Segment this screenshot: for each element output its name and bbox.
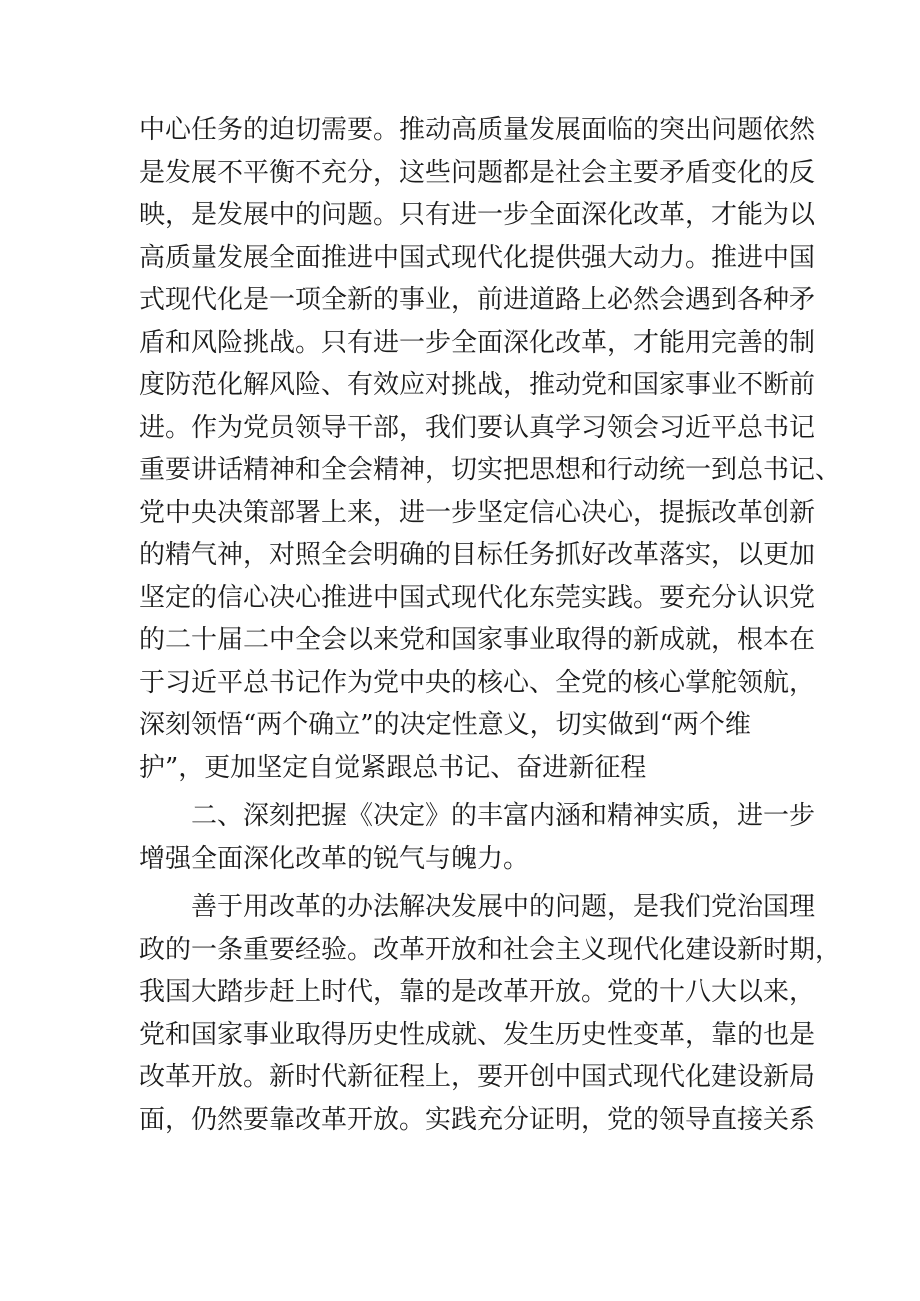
document-body [139,109,842,1141]
text-line: 党中央决策部署上来，进一步坚定信心决心，提振改革创新 [139,497,816,528]
text-line: 坚定的信心决心推进中国式现代化东莞实践。要充分认识党 [139,582,816,613]
text-line: 于习近平总书记作为党中央的核心、全党的核心掌舵领航， [139,667,816,698]
text-line: 增强全面深化改革的锐气与魄力。 [139,843,530,874]
text-line: 是发展不平衡不充分，这些问题都是社会主要矛盾变化的反 [139,157,816,188]
text-line: 映，是发展中的问题。只有进一步全面深化改革，才能为以 [139,200,816,230]
text-line: 护”，更加坚定自觉紧跟总书记、奋进新征程 [139,752,647,783]
paragraph [139,886,842,1141]
text-line: 进。作为党员领导干部，我们要认真学习领会习近平总书记 [139,412,816,443]
text-line: 党和国家事业取得历史性成就、发生历史性变革，靠的也是 [139,1019,816,1050]
text-line: 高质量发展全面推进中国式现代化提供强大动力。推进中国 [139,242,816,273]
section-heading [139,795,816,880]
paragraph-continuation [139,109,842,789]
text-line: 深刻领悟“两个确立”的决定性意义，切实做到“两个维 [139,710,751,740]
text-line: 中心任务的迫切需要。推动高质量发展面临的突出问题依然 [139,115,816,145]
text-line: 二、深刻把握《决定》的丰富内涵和精神实质，进一步 [139,801,816,831]
text-line: 的精气神，对照全会明确的目标任务抓好改革落实，以更加 [139,540,816,570]
text-line: 盾和风险挑战。只有进一步全面深化改革，才能用完善的制 [139,327,816,358]
text-line: 度防范化解风险、有效应对挑战，推动党和国家事业不断前 [139,370,816,400]
text-line: 面，仍然要靠改革开放。实践充分证明，党的领导直接关系 [139,1104,816,1135]
text-line: 的二十届二中全会以来党和国家事业取得的新成就，根本在 [139,625,816,655]
text-line: 我国大踏步赶上时代，靠的是改革开放。党的十八大以来， [139,977,816,1007]
text-line: 改革开放。新时代新征程上，要开创中国式现代化建设新局 [139,1062,816,1092]
text-line: 重要讲话精神和全会精神，切实把思想和行动统一到总书记、 [139,455,842,485]
text-line: 善于用改革的办法解决发展中的问题，是我们党治国理 [139,892,816,922]
text-line: 政的一条重要经验。改革开放和社会主义现代化建设新时期， [139,934,842,965]
text-line: 式现代化是一项全新的事业，前进道路上必然会遇到各种矛 [139,285,816,315]
